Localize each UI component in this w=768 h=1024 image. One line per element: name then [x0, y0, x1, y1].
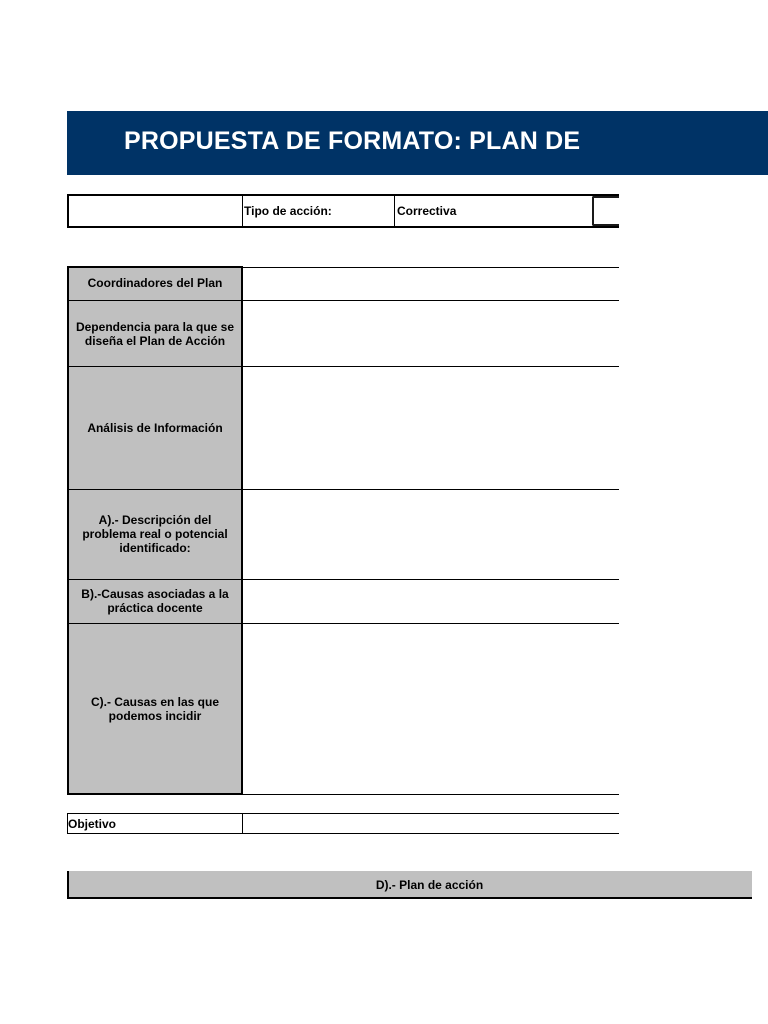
divider — [242, 195, 243, 227]
page-title: PROPUESTA DE FORMATO: PLAN DE — [124, 127, 581, 155]
action-type-value: Correctiva — [397, 204, 457, 218]
action-plan-header-extension — [619, 871, 752, 897]
teaching-causes-field[interactable] — [244, 580, 619, 623]
action-type-row — [67, 194, 627, 228]
crop-mask — [752, 871, 768, 899]
checkbox-visible — [592, 196, 619, 226]
dependency-field[interactable] — [244, 301, 619, 366]
coordinators-field[interactable] — [244, 268, 619, 300]
analysis-field[interactable] — [244, 367, 619, 489]
action-plan-label: D).- Plan de acción — [375, 878, 484, 892]
divider — [394, 195, 395, 227]
row-label-teaching-causes: B).-Causas asociadas a la práctica docente — [81, 587, 229, 615]
row-label-problem: A).- Descripción del problema real o potencial identificado: — [82, 513, 228, 555]
problem-description-field[interactable] — [244, 490, 619, 579]
row-label-analysis: Análisis de Información — [87, 421, 223, 435]
row-label-coordinators: Coordinadores del Plan — [87, 276, 223, 290]
banner-extension — [619, 111, 768, 175]
action-type-label: Tipo de acción: — [244, 204, 332, 218]
objective-label: Objetivo — [68, 817, 117, 831]
crop-mask — [619, 176, 768, 871]
row-label-dependency: Dependencia para la que se diseña el Plan de Acción — [75, 320, 235, 348]
row-line — [243, 794, 619, 795]
crop-mask — [619, 899, 768, 1024]
actionable-causes-field[interactable] — [244, 624, 619, 794]
row-label-actionable-causes: C).- Causas en las que podemos incidir — [90, 695, 220, 723]
objective-field[interactable] — [243, 814, 619, 833]
